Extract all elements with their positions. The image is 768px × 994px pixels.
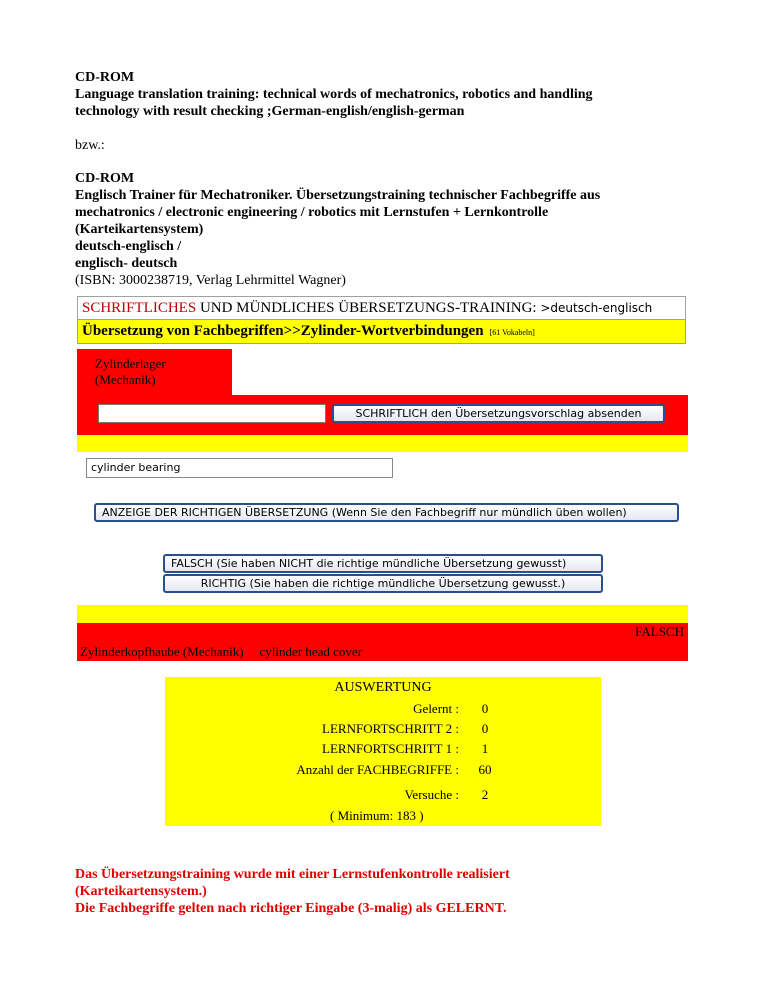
footer-line-3: Die Fachbegriffe gelten nach richtiger Eingabe (3-malig) als GELERNT. <box>75 901 507 916</box>
submit-written-answer-button[interactable]: SCHRIFTLICH den Übersetzungsvorschlag absenden <box>332 404 665 423</box>
eval-row-progress-2 <box>165 721 601 739</box>
evaluation-title: AUSWERTUNG <box>334 680 432 695</box>
title-written: SCHRIFTLICHES <box>82 300 197 316</box>
eval-value: 0 <box>481 701 489 716</box>
footer-line-1: Das Übersetzungstraining wurde mit einer Lernstufenkontrolle realisiert <box>75 867 510 882</box>
footer-line-2: (Karteikartensystem.) <box>75 884 207 899</box>
de-line-2: mechatronics / electronic engineering / robotics mit Lernstufen + Lernkontrolle <box>75 205 549 220</box>
solution-field[interactable]: cylinder bearing <box>86 458 393 478</box>
eval-label: Gelernt : <box>413 701 459 716</box>
eval-value: 2 <box>481 787 489 802</box>
title-rest: UND MÜNDLICHES ÜBERSETZUNGS-TRAINING: <box>196 300 541 316</box>
eval-row-progress-1 <box>165 741 601 759</box>
vocab-count: [61 Vokabeln] <box>489 328 535 337</box>
previous-term-en: cylinder head cover <box>259 644 363 659</box>
correct-oral-button[interactable]: RICHTIG (Sie haben die richtige mündliche Übersetzung gewusst.) <box>163 574 603 593</box>
de-line-4: deutsch-englisch / <box>75 239 182 254</box>
result-status: FALSCH <box>635 624 684 639</box>
eval-minimum: ( Minimum: 183 ) <box>330 808 424 823</box>
de-line-1: Englisch Trainer für Mechatroniker. Übersetzungstraining technischer Fachbegriffe aus <box>75 188 601 203</box>
eval-label: LERNFORTSCHRITT 1 : <box>322 741 459 756</box>
current-term <box>95 356 166 388</box>
app-subtitle-bar <box>77 320 686 344</box>
divider-band <box>77 435 688 452</box>
current-term-word: Zylinderlager <box>95 356 166 371</box>
current-term-category: (Mechanik) <box>95 372 156 387</box>
de-line-3: (Karteikartensystem) <box>75 222 204 237</box>
isbn-text: (ISBN: 3000238719, Verlag Lehrmittel Wagner) <box>75 273 346 288</box>
heading-cdrom-en: CD-ROM <box>75 70 135 85</box>
eval-value: 60 <box>478 762 492 777</box>
eval-row-learned <box>165 701 601 719</box>
title-mode: >deutsch-englisch <box>540 301 653 315</box>
eval-value: 1 <box>481 741 489 756</box>
eval-label: Anzahl der FACHBEGRIFFE : <box>296 762 459 777</box>
bzw-text: bzw.: <box>75 138 105 153</box>
wrong-oral-button[interactable]: FALSCH (Sie haben NICHT die richtige mündliche Übersetzung gewusst) <box>163 554 603 573</box>
app-title-bar <box>77 296 686 320</box>
evaluation-panel <box>165 677 601 826</box>
de-line-5: englisch- deutsch <box>75 256 178 271</box>
question-panel-blank <box>232 349 688 395</box>
heading-cdrom-de: CD-ROM <box>75 171 135 186</box>
training-app <box>77 296 688 661</box>
intro-line-2: technology with result checking ;German-english/english-german <box>75 104 465 119</box>
eval-label: LERNFORTSCHRITT 2 : <box>322 721 459 736</box>
previous-term-de: Zylinderkopfhaube (Mechanik) <box>80 644 244 659</box>
subtitle-text: Übersetzung von Fachbegriffen>>Zylinder-Wortverbindungen <box>82 323 484 339</box>
show-correct-translation-button[interactable]: ANZEIGE DER RICHTIGEN ÜBERSETZUNG (Wenn Sie den Fachbegriff nur mündlich üben wollen) <box>94 503 679 522</box>
previous-term <box>80 644 362 660</box>
intro-line-1: Language translation training: technical words of mechatronics, robotics and handling <box>75 87 593 102</box>
eval-row-attempts <box>165 787 601 805</box>
answer-input[interactable] <box>98 404 326 423</box>
eval-value: 0 <box>481 721 489 736</box>
eval-label: Versuche : <box>404 787 459 802</box>
eval-row-term-count <box>165 762 601 780</box>
divider-band-2 <box>77 605 688 623</box>
